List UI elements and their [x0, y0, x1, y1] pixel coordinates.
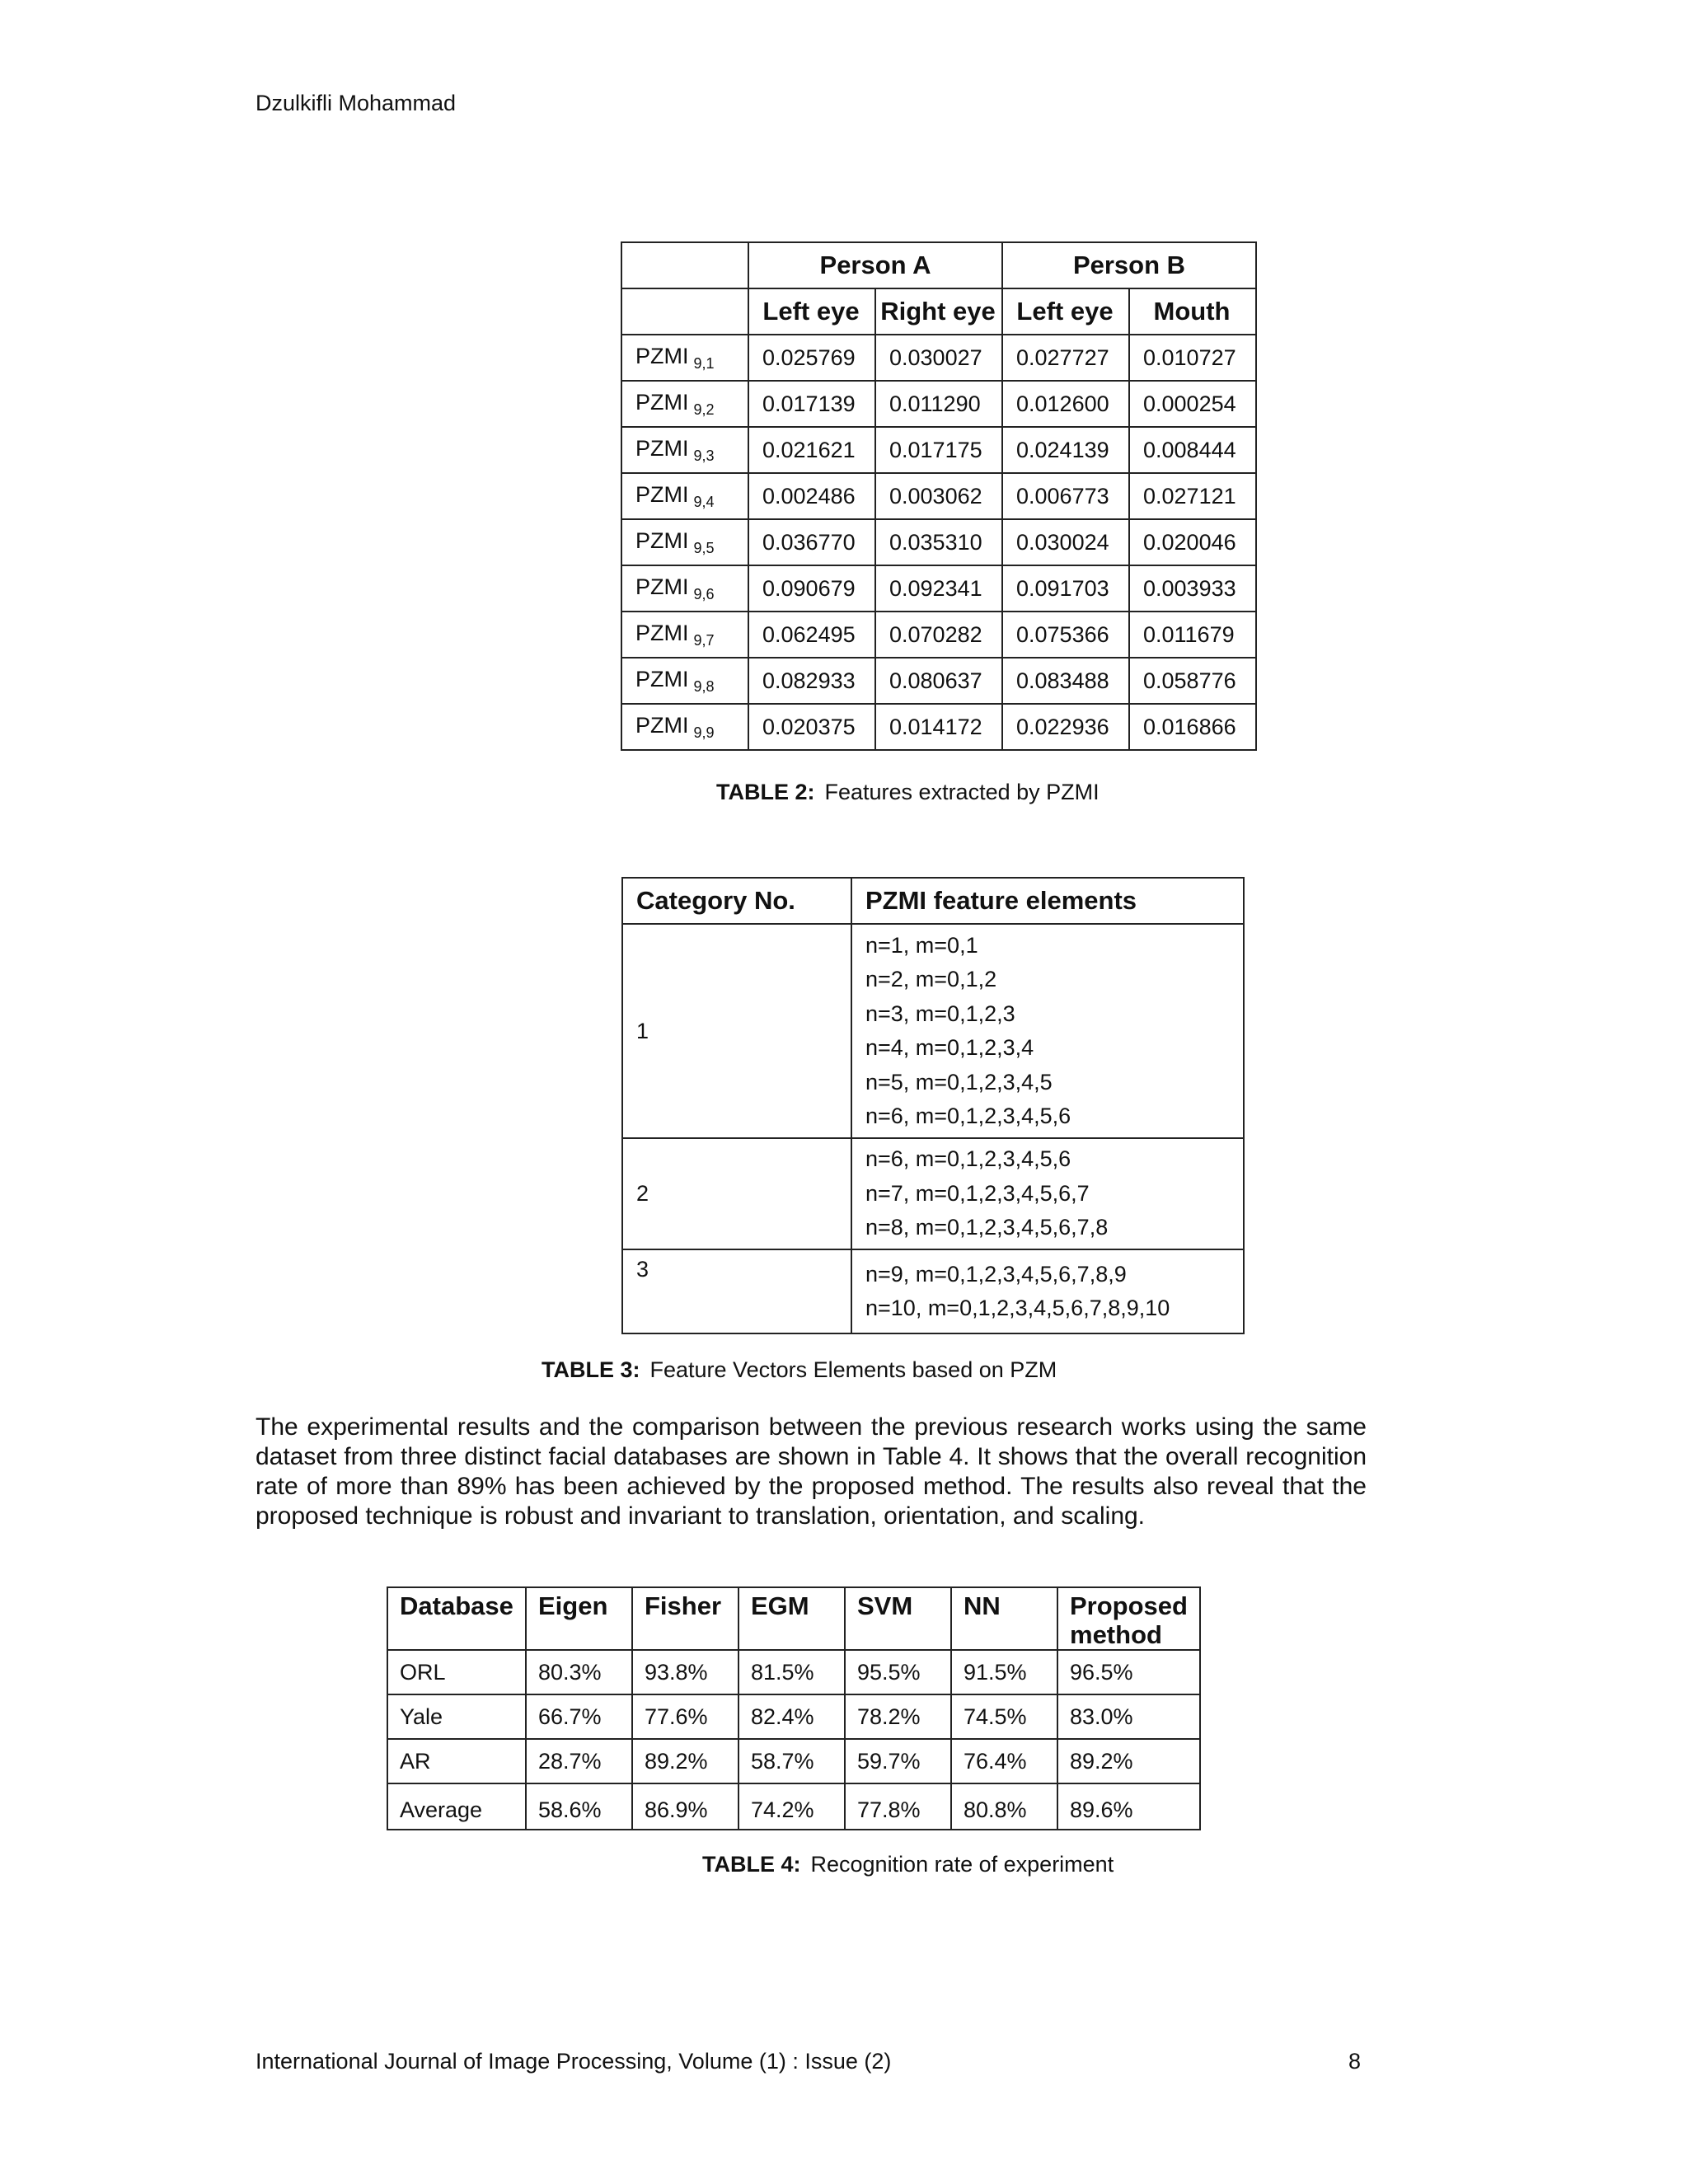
table-row [621, 565, 1256, 612]
table-3-element-line: n=6, m=0,1,2,3,4,5,6 [865, 1104, 1071, 1128]
table-cell: 74.2% [738, 1783, 845, 1830]
table-cell: 76.4% [951, 1739, 1057, 1783]
table-3-element-line: n=1, m=0,1 [865, 932, 978, 958]
pzmi-label: PZMI [635, 343, 689, 368]
pzmi-label: PZMI [635, 389, 689, 415]
table-cell: 0.091703 [1002, 565, 1129, 612]
table-2-subheader [748, 288, 875, 335]
table-2-person-a-header: Person A [748, 242, 1002, 288]
table-4-body [387, 1650, 1200, 1830]
table-3-element-line: n=10, m=0,1,2,3,4,5,6,7,8,9,10 [865, 1296, 1170, 1320]
table-cell: 0.024139 [1002, 427, 1129, 473]
table-2-row-label [621, 519, 748, 565]
table-2-caption-text: Features extracted by PZMI [824, 780, 1100, 804]
table-3-element-line: n=8, m=0,1,2,3,4,5,6,7,8 [865, 1215, 1109, 1240]
body-paragraph: The experimental results and the comparison between the previous research works using the same dataset from three distinct facial databases are shown in Table 4. It shows that the overall recognition rate of more than 89% has been achieved by the proposed method. The results also reveal that the proposed technique is robust and invariant to translation, orientation, and scaling. [256, 1413, 1367, 1530]
table-2-row-label [621, 427, 748, 473]
table-cell: 89.2% [1057, 1739, 1200, 1783]
table-cell: 0.017175 [875, 427, 1002, 473]
table-4-header-fisher: Fisher [632, 1587, 738, 1650]
table-2-body [621, 335, 1256, 750]
table-4-header-eigen: Eigen [526, 1587, 632, 1650]
table-2-row-label [621, 704, 748, 750]
table-cell: 0.003933 [1129, 565, 1256, 612]
pzmi-label: PZMI [635, 666, 689, 691]
table-3-elements [851, 1138, 1244, 1249]
table-row [621, 704, 1256, 750]
table-3-category: 3 [622, 1249, 851, 1333]
table-4-header-database: Database [387, 1587, 526, 1650]
table-3-feature-vectors [621, 877, 1245, 1334]
table-4-caption [702, 1852, 1114, 1877]
table-cell: 77.6% [632, 1694, 738, 1739]
table-cell: 86.9% [632, 1783, 738, 1830]
table-cell: 0.075366 [1002, 612, 1129, 658]
table-cell: 0.012600 [1002, 381, 1129, 427]
running-header-author: Dzulkifli Mohammad [256, 91, 457, 115]
table-2-subheader-label: Left eye [1016, 297, 1114, 326]
table-cell: 0.003062 [875, 473, 1002, 519]
table-cell: 0.058776 [1129, 658, 1256, 704]
table-cell: 0.016866 [1129, 704, 1256, 750]
pzmi-subscript: 9,9 [693, 724, 715, 741]
table-row [387, 1694, 1200, 1739]
table-row [387, 1739, 1200, 1783]
table-cell: 0.027727 [1002, 335, 1129, 381]
table-cell: 95.5% [845, 1650, 951, 1694]
table-row [622, 924, 1244, 1138]
pzmi-subscript: 9,8 [693, 677, 715, 695]
pzmi-label: PZMI [635, 527, 689, 553]
table-cell: 0.020046 [1129, 519, 1256, 565]
table-row [621, 519, 1256, 565]
table-row [621, 381, 1256, 427]
table-4-database-name: Average [387, 1783, 526, 1830]
table-cell: 80.3% [526, 1650, 632, 1694]
table-cell: 0.090679 [748, 565, 875, 612]
table-cell: 0.002486 [748, 473, 875, 519]
table-2-row-label [621, 381, 748, 427]
table-cell: 0.030024 [1002, 519, 1129, 565]
table-3-caption-label: TABLE 3: [542, 1357, 640, 1382]
table-3-category: 2 [622, 1138, 851, 1249]
table-cell: 78.2% [845, 1694, 951, 1739]
table-cell: 0.008444 [1129, 427, 1256, 473]
table-row [622, 1138, 1244, 1249]
table-2-subheader [1129, 288, 1256, 335]
table-2-header-row-persons [621, 242, 1256, 288]
table-2-pzmi-features [621, 241, 1257, 751]
table-4-header-svm: SVM [845, 1587, 951, 1650]
table-cell: 74.5% [951, 1694, 1057, 1739]
table-cell: 0.025769 [748, 335, 875, 381]
table-cell: 81.5% [738, 1650, 845, 1694]
table-2-row-label [621, 658, 748, 704]
table-3-header-row [622, 878, 1244, 924]
table-cell: 0.092341 [875, 565, 1002, 612]
table-3-header-elements: PZMI feature elements [851, 878, 1244, 924]
table-cell: 0.082933 [748, 658, 875, 704]
table-cell: 0.027121 [1129, 473, 1256, 519]
table-cell: 0.062495 [748, 612, 875, 658]
table-4-header-nn: NN [951, 1587, 1057, 1650]
pzmi-label: PZMI [635, 620, 689, 645]
pzmi-label: PZMI [635, 481, 689, 507]
footer-page-number: 8 [1348, 2049, 1362, 2074]
table-4-header-egm: EGM [738, 1587, 845, 1650]
table-cell: 0.021621 [748, 427, 875, 473]
table-2-subheader-label: Right eye [880, 297, 996, 326]
table-4-header-row [387, 1587, 1200, 1650]
table-cell: 66.7% [526, 1694, 632, 1739]
table-2-subheader [1002, 288, 1129, 335]
table-2-subheader [875, 288, 1002, 335]
table-2-subheader-label: Left eye [762, 297, 860, 326]
pzmi-subscript: 9,4 [693, 493, 715, 510]
pzmi-label: PZMI [635, 574, 689, 599]
table-2-empty-corner [621, 288, 748, 335]
table-4-caption-text: Recognition rate of experiment [810, 1852, 1114, 1877]
table-cell: 0.020375 [748, 704, 875, 750]
table-3-element-line: n=2, m=0,1,2 [865, 967, 997, 991]
table-cell: 58.7% [738, 1739, 845, 1783]
table-cell: 82.4% [738, 1694, 845, 1739]
table-row [622, 1249, 1244, 1333]
table-row [387, 1783, 1200, 1830]
table-3-category: 1 [622, 924, 851, 1138]
table-4-database-name: ORL [387, 1650, 526, 1694]
pzmi-subscript: 9,6 [693, 585, 715, 602]
table-2-subheader-label: Mouth [1153, 297, 1231, 326]
table-4-recognition-rates [387, 1586, 1201, 1830]
table-row [621, 612, 1256, 658]
table-3-caption [542, 1357, 1057, 1383]
pzmi-subscript: 9,1 [693, 354, 715, 372]
table-3-element-line: n=9, m=0,1,2,3,4,5,6,7,8,9 [865, 1261, 1127, 1286]
table-cell: 0.011290 [875, 381, 1002, 427]
table-3-elements [851, 1249, 1244, 1333]
pzmi-subscript: 9,7 [693, 631, 715, 649]
table-3-element-line: n=5, m=0,1,2,3,4,5 [865, 1069, 1053, 1094]
table-3-element-line: n=6, m=0,1,2,3,4,5,6 [865, 1146, 1071, 1172]
table-row [621, 335, 1256, 381]
table-2-caption-label: TABLE 2: [716, 780, 815, 804]
table-cell: 0.010727 [1129, 335, 1256, 381]
table-cell: 83.0% [1057, 1694, 1200, 1739]
table-cell: 0.014172 [875, 704, 1002, 750]
table-cell: 0.011679 [1129, 612, 1256, 658]
table-cell: 0.070282 [875, 612, 1002, 658]
table-cell: 58.6% [526, 1783, 632, 1830]
table-cell: 93.8% [632, 1650, 738, 1694]
table-2-empty-corner [621, 242, 748, 288]
table-3-caption-text: Feature Vectors Elements based on PZM [649, 1357, 1057, 1382]
table-4-header-proposed: Proposed method [1057, 1587, 1200, 1650]
table-2-row-label [621, 565, 748, 612]
table-cell: 0.080637 [875, 658, 1002, 704]
table-cell: 0.022936 [1002, 704, 1129, 750]
pzmi-label: PZMI [635, 435, 689, 461]
table-4-caption-label: TABLE 4: [702, 1852, 801, 1877]
table-cell: 89.6% [1057, 1783, 1200, 1830]
table-row [387, 1650, 1200, 1694]
table-cell: 0.083488 [1002, 658, 1129, 704]
table-cell: 77.8% [845, 1783, 951, 1830]
table-2-row-label [621, 473, 748, 519]
table-row [621, 658, 1256, 704]
table-cell: 0.000254 [1129, 381, 1256, 427]
table-cell: 89.2% [632, 1739, 738, 1783]
pzmi-label: PZMI [635, 712, 689, 738]
table-cell: 0.017139 [748, 381, 875, 427]
table-3-element-line: n=7, m=0,1,2,3,4,5,6,7 [865, 1180, 1090, 1206]
pzmi-subscript: 9,5 [693, 539, 715, 556]
table-cell: 0.036770 [748, 519, 875, 565]
table-3-header-category: Category No. [622, 878, 851, 924]
table-2-header-row-features [621, 288, 1256, 335]
table-3-element-line: n=4, m=0,1,2,3,4 [865, 1035, 1034, 1060]
table-cell: 0.006773 [1002, 473, 1129, 519]
table-2-row-label [621, 612, 748, 658]
table-4-database-name: AR [387, 1739, 526, 1783]
table-cell: 0.030027 [875, 335, 1002, 381]
table-cell: 28.7% [526, 1739, 632, 1783]
table-3-elements [851, 924, 1244, 1138]
table-2-row-label [621, 335, 748, 381]
table-cell: 96.5% [1057, 1650, 1200, 1694]
table-cell: 80.8% [951, 1783, 1057, 1830]
table-cell: 0.035310 [875, 519, 1002, 565]
pzmi-subscript: 9,2 [693, 401, 715, 418]
table-cell: 59.7% [845, 1739, 951, 1783]
table-2-person-b-header: Person B [1002, 242, 1256, 288]
pzmi-subscript: 9,3 [693, 447, 715, 464]
footer-journal-name: International Journal of Image Processing, Volume (1) : Issue (2) [256, 2049, 892, 2074]
table-row [621, 473, 1256, 519]
table-2-caption [716, 780, 1100, 805]
table-cell: 91.5% [951, 1650, 1057, 1694]
table-4-database-name: Yale [387, 1694, 526, 1739]
table-3-element-line: n=3, m=0,1,2,3 [865, 1001, 1015, 1026]
table-row [621, 427, 1256, 473]
